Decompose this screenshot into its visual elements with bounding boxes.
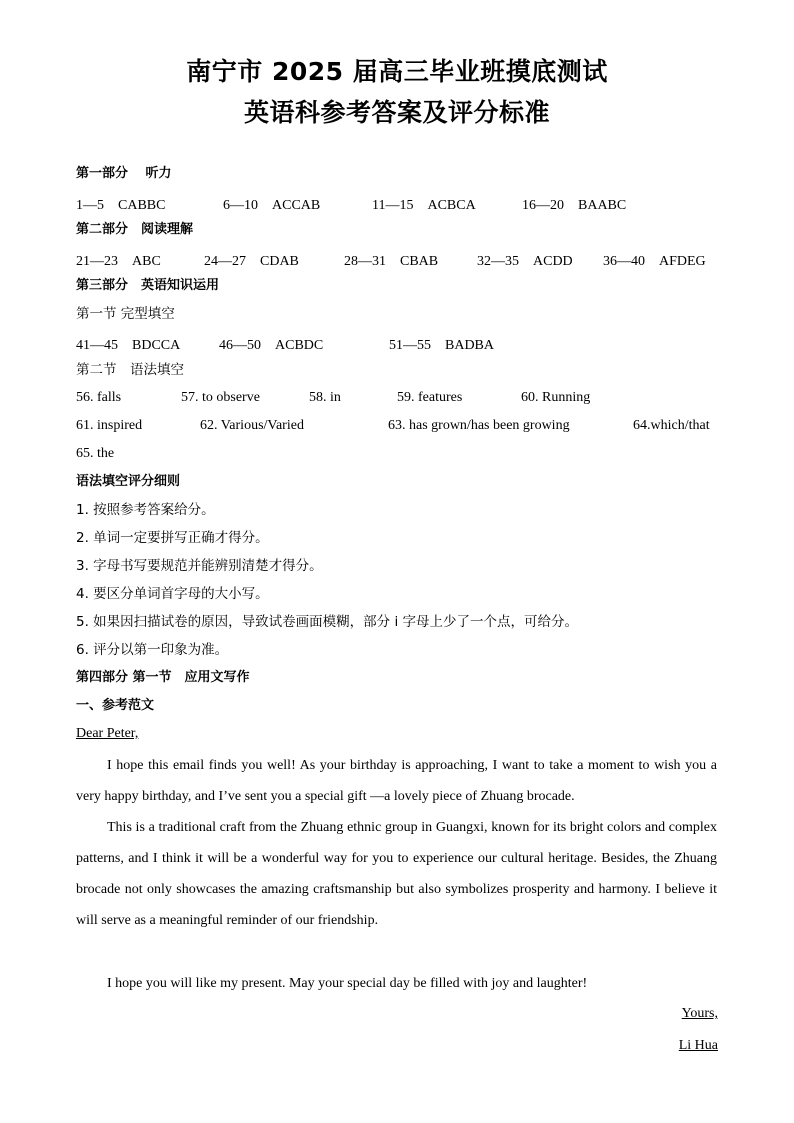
letter-paragraph: I hope you will like my present. May your special day be filled with joy and laughter! bbox=[107, 976, 588, 991]
grammar-answer: 56. falls bbox=[76, 390, 122, 405]
letter-signature: Li Hua bbox=[678, 1038, 718, 1053]
grammar-rule-item: 3. 字母书写要规范并能辨别清楚才得分。 bbox=[76, 558, 323, 574]
part4-heading: 第四部分 第一节 应用文写作 bbox=[76, 670, 250, 685]
grammar-rule-item: 2. 单词一定要拼写正确才得分。 bbox=[76, 530, 269, 546]
part2-heading: 第二部分 阅读理解 bbox=[76, 222, 194, 237]
sample-essay-heading: 一、参考范文 bbox=[76, 698, 155, 713]
grammar-answer: 61. inspired bbox=[76, 418, 143, 433]
grammar-answer: 65. the bbox=[76, 446, 115, 461]
letter-paragraph: This is a traditional craft from the Zhuang ethnic group in Guangxi, known for its bright colors and complex patterns, and I think it will be a wonderful way for you to experience our cultural heritage. Besides, the Zhuang brocade not only showcases the amazing craftsmanship but also symbolizes prosperity and harmony. I believe it will serve as a meaningful reminder of our friendship. bbox=[76, 820, 717, 928]
answer-group: 11—15 ACBCA bbox=[372, 198, 476, 213]
answer-group: 1—5 CABBC bbox=[76, 198, 166, 213]
grammar-answer: 62. Various/Varied bbox=[200, 418, 304, 433]
document-subtitle: 英语科参考答案及评分标准 bbox=[243, 98, 550, 127]
grammar-answer: 63. has grown/has been growing bbox=[388, 418, 570, 433]
part3-section2-heading: 第二节 语法填空 bbox=[76, 362, 184, 378]
answer-group: 6—10 ACCAB bbox=[223, 198, 321, 213]
letter-salutation: Dear Peter, bbox=[76, 726, 139, 741]
part3-heading: 第三部分 英语知识运用 bbox=[76, 278, 220, 293]
answer-group: 41—45 BDCCA bbox=[76, 338, 181, 353]
grammar-rule-item: 1. 按照参考答案给分。 bbox=[76, 502, 215, 518]
grammar-rule-item: 5. 如果因扫描试卷的原因，导致试卷画面模糊，部分 i 字母上少了一个点，可给分。 bbox=[76, 614, 579, 630]
grammar-rule-item: 4. 要区分单词首字母的大小写。 bbox=[76, 586, 269, 602]
grammar-answer: 57. to observe bbox=[181, 390, 260, 405]
letter-closing: Yours, bbox=[681, 1006, 718, 1021]
grammar-answer: 58. in bbox=[309, 390, 341, 405]
grammar-rule-item: 6. 评分以第一印象为准。 bbox=[76, 642, 229, 658]
grammar-rules-heading: 语法填空评分细则 bbox=[76, 474, 181, 489]
answer-group: 36—40 AFDEG bbox=[603, 254, 706, 269]
part3-section1-heading: 第一节 完型填空 bbox=[76, 306, 175, 322]
document-title: 南宁市 2025 届高三毕业班摸底测试 bbox=[186, 57, 608, 86]
answer-group: 51—55 BADBA bbox=[389, 338, 495, 353]
answer-group: 32—35 ACDD bbox=[477, 254, 573, 269]
letter-paragraph: I hope this email finds you well! As your birthday is approaching, I want to take a moment to wish you a very happy birthday, and I’ve sent you a special gift —a lovely piece of Zhuang brocade. bbox=[76, 758, 717, 804]
answer-group: 16—20 BAABC bbox=[522, 198, 627, 213]
grammar-answer: 59. features bbox=[397, 390, 463, 405]
answer-group: 21—23 ABC bbox=[76, 254, 161, 269]
grammar-answer: 60. Running bbox=[521, 390, 591, 405]
answer-group: 28—31 CBAB bbox=[344, 254, 439, 269]
answer-group: 24—27 CDAB bbox=[204, 254, 299, 269]
part1-heading: 第一部分 听力 bbox=[76, 166, 172, 181]
grammar-answer: 64.which/that bbox=[633, 418, 710, 433]
answer-group: 46—50 ACBDC bbox=[219, 338, 324, 353]
